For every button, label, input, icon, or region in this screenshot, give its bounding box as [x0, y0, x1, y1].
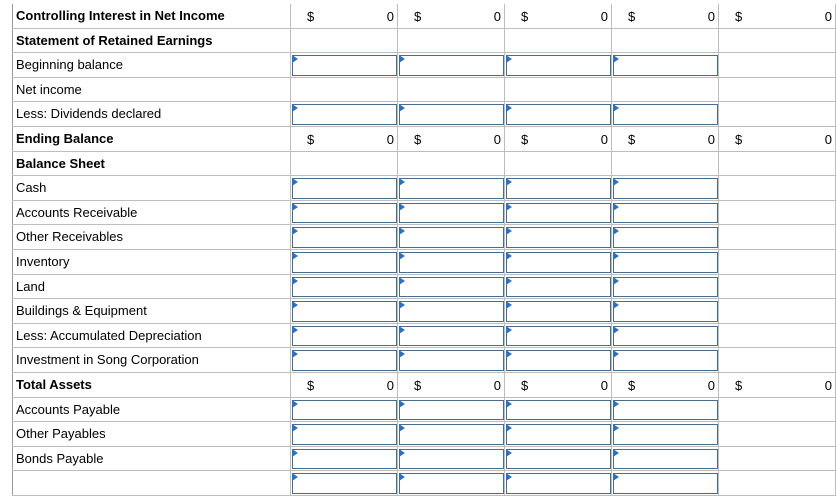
worksheet-row [12, 78, 836, 103]
amount-input[interactable] [292, 227, 397, 248]
worksheet-cell [397, 422, 504, 446]
worksheet-cell [504, 4, 611, 28]
worksheet-cell [504, 102, 611, 126]
total-value: 0 [600, 377, 608, 393]
worksheet-cell [611, 176, 718, 200]
amount-input[interactable] [506, 424, 611, 445]
worksheet-row [12, 4, 836, 29]
worksheet-cell [611, 225, 718, 249]
worksheet-cell [504, 447, 611, 471]
worksheet-cell [718, 225, 836, 249]
total-value: 0 [493, 131, 501, 147]
amount-input[interactable] [506, 104, 611, 125]
worksheet-cell [504, 422, 611, 446]
worksheet-cell [290, 373, 397, 397]
worksheet-cell [290, 152, 397, 176]
worksheet-cell [397, 348, 504, 372]
worksheet-cell [611, 422, 718, 446]
worksheet-cell [611, 78, 718, 102]
total-value: 0 [824, 131, 832, 147]
amount-input[interactable] [506, 326, 611, 347]
worksheet-cell [718, 471, 836, 495]
currency-symbol: $ [735, 131, 743, 147]
amount-input[interactable] [506, 203, 611, 224]
amount-input[interactable] [292, 104, 397, 125]
amount-input[interactable] [292, 350, 397, 371]
amount-input[interactable] [399, 326, 504, 347]
worksheet-row [12, 299, 836, 324]
worksheet-cell [611, 53, 718, 77]
amount-input[interactable] [399, 203, 504, 224]
consolidation-worksheet [12, 4, 836, 496]
amount-input[interactable] [292, 277, 397, 298]
worksheet-cell [397, 78, 504, 102]
worksheet-cell [290, 225, 397, 249]
amount-input[interactable] [613, 277, 718, 298]
worksheet-cell [611, 447, 718, 471]
amount-input[interactable] [506, 178, 611, 199]
worksheet-cell [718, 102, 836, 126]
worksheet-cell [611, 398, 718, 422]
amount-input[interactable] [613, 350, 718, 371]
total-value: 0 [600, 131, 608, 147]
worksheet-cell [718, 152, 836, 176]
row-label: Investment in Song Corporation [12, 348, 290, 372]
worksheet-cell [718, 373, 836, 397]
amount-input[interactable] [292, 252, 397, 273]
worksheet-cell [718, 201, 836, 225]
worksheet-cell [290, 176, 397, 200]
worksheet-row [12, 225, 836, 250]
total-value: 0 [824, 9, 832, 24]
total-value: 0 [600, 9, 608, 24]
worksheet-cell [397, 299, 504, 323]
row-label: Net income [12, 78, 290, 102]
amount-input[interactable] [292, 400, 397, 421]
worksheet-cell [290, 250, 397, 274]
worksheet-cell [611, 127, 718, 151]
worksheet-cell [290, 471, 397, 495]
worksheet-cell [718, 127, 836, 151]
worksheet-row [12, 53, 836, 78]
amount-input[interactable] [399, 277, 504, 298]
row-label: Accounts Payable [12, 398, 290, 422]
amount-input[interactable] [506, 55, 611, 76]
amount-input[interactable] [506, 301, 611, 322]
total-value: 0 [707, 377, 715, 393]
worksheet-cell [504, 398, 611, 422]
worksheet-cell [397, 102, 504, 126]
row-label [12, 471, 290, 495]
worksheet-cell [290, 102, 397, 126]
currency-symbol: $ [628, 377, 636, 393]
amount-input[interactable] [292, 326, 397, 347]
worksheet-cell [290, 29, 397, 53]
amount-input[interactable] [399, 55, 504, 76]
amount-input[interactable] [506, 277, 611, 298]
amount-input[interactable] [292, 301, 397, 322]
worksheet-cell [611, 152, 718, 176]
currency-symbol: $ [521, 131, 529, 147]
amount-input[interactable] [506, 400, 611, 421]
worksheet-row [12, 447, 836, 472]
total-value: 0 [707, 9, 715, 24]
worksheet-cell [290, 201, 397, 225]
worksheet-row [12, 348, 836, 373]
worksheet-cell [718, 4, 836, 28]
amount-input[interactable] [399, 252, 504, 273]
worksheet-cell [504, 225, 611, 249]
amount-input[interactable] [613, 326, 718, 347]
worksheet-cell [290, 127, 397, 151]
worksheet-row [12, 398, 836, 423]
worksheet-cell [397, 373, 504, 397]
worksheet-cell [504, 299, 611, 323]
row-label: Other Receivables [12, 225, 290, 249]
amount-input[interactable] [506, 227, 611, 248]
row-label: Accounts Receivable [12, 201, 290, 225]
currency-symbol: $ [735, 377, 743, 393]
total-value: 0 [386, 9, 394, 24]
worksheet-cell [718, 422, 836, 446]
amount-input[interactable] [613, 227, 718, 248]
worksheet-cell [611, 250, 718, 274]
worksheet-row [12, 127, 836, 152]
currency-symbol: $ [307, 9, 315, 24]
worksheet-row [12, 275, 836, 300]
worksheet-cell [290, 53, 397, 77]
worksheet-cell [397, 29, 504, 53]
amount-input[interactable] [399, 400, 504, 421]
currency-symbol: $ [414, 377, 422, 393]
worksheet-cell [718, 275, 836, 299]
worksheet-row [12, 201, 836, 226]
amount-input[interactable] [292, 424, 397, 445]
currency-symbol: $ [414, 131, 422, 147]
worksheet-cell [718, 398, 836, 422]
worksheet-cell [290, 348, 397, 372]
worksheet-cell [611, 299, 718, 323]
worksheet-cell [504, 29, 611, 53]
worksheet-cell [397, 4, 504, 28]
worksheet-row [12, 29, 836, 54]
amount-input[interactable] [506, 350, 611, 371]
total-value: 0 [707, 131, 715, 147]
worksheet-cell [611, 324, 718, 348]
amount-input[interactable] [399, 350, 504, 371]
worksheet-cell [718, 348, 836, 372]
worksheet-cell [611, 348, 718, 372]
row-label: Inventory [12, 250, 290, 274]
amount-input[interactable] [399, 449, 504, 470]
worksheet-row [12, 373, 836, 398]
worksheet-cell [290, 78, 397, 102]
worksheet-cell [504, 471, 611, 495]
worksheet-cell [504, 152, 611, 176]
amount-input[interactable] [613, 252, 718, 273]
worksheet-row [12, 250, 836, 275]
row-label: Total Assets [12, 373, 290, 397]
amount-input[interactable] [399, 424, 504, 445]
worksheet-cell [290, 447, 397, 471]
worksheet-cell [611, 4, 718, 28]
worksheet-cell [611, 29, 718, 53]
worksheet-cell [718, 29, 836, 53]
row-label: Balance Sheet [12, 152, 290, 176]
amount-input[interactable] [613, 400, 718, 421]
worksheet-cell [397, 250, 504, 274]
worksheet-cell [611, 373, 718, 397]
currency-symbol: $ [628, 9, 636, 24]
worksheet-row [12, 152, 836, 177]
amount-input[interactable] [613, 449, 718, 470]
currency-symbol: $ [414, 9, 422, 24]
worksheet-cell [504, 127, 611, 151]
currency-symbol: $ [521, 377, 529, 393]
worksheet-cell [504, 275, 611, 299]
currency-symbol: $ [307, 131, 315, 147]
total-value: 0 [493, 9, 501, 24]
worksheet-cell [611, 201, 718, 225]
row-label: Less: Dividends declared [12, 102, 290, 126]
amount-input[interactable] [506, 449, 611, 470]
amount-input[interactable] [506, 252, 611, 273]
amount-input[interactable] [613, 178, 718, 199]
worksheet-cell [290, 4, 397, 28]
amount-input[interactable] [292, 178, 397, 199]
worksheet-cell [611, 471, 718, 495]
total-value: 0 [386, 131, 394, 147]
worksheet-cell [504, 78, 611, 102]
worksheet-cell [504, 324, 611, 348]
worksheet-row [12, 176, 836, 201]
row-label: Controlling Interest in Net Income [12, 4, 290, 28]
worksheet-cell [611, 102, 718, 126]
worksheet-cell [397, 398, 504, 422]
row-label: Cash [12, 176, 290, 200]
amount-input[interactable] [292, 449, 397, 470]
worksheet-cell [504, 373, 611, 397]
worksheet-cell [504, 53, 611, 77]
row-label: Buildings & Equipment [12, 299, 290, 323]
worksheet-cell [718, 176, 836, 200]
row-label: Land [12, 275, 290, 299]
worksheet-cell [718, 299, 836, 323]
worksheet-cell [397, 53, 504, 77]
worksheet-cell [718, 53, 836, 77]
row-label: Bonds Payable [12, 447, 290, 471]
worksheet-cell [397, 201, 504, 225]
worksheet-cell [397, 324, 504, 348]
worksheet-cell [290, 398, 397, 422]
worksheet-cell [611, 275, 718, 299]
worksheet-cell [290, 299, 397, 323]
amount-input[interactable] [399, 227, 504, 248]
worksheet-row [12, 324, 836, 349]
worksheet-cell [397, 225, 504, 249]
currency-symbol: $ [307, 377, 315, 393]
row-label: Beginning balance [12, 53, 290, 77]
worksheet-cell [504, 176, 611, 200]
row-label: Statement of Retained Earnings [12, 29, 290, 53]
worksheet-cell [290, 324, 397, 348]
row-label: Other Payables [12, 422, 290, 446]
worksheet-cell [397, 127, 504, 151]
row-label: Less: Accumulated Depreciation [12, 324, 290, 348]
worksheet-cell [397, 275, 504, 299]
worksheet-cell [397, 176, 504, 200]
worksheet-cell [718, 447, 836, 471]
worksheet-cell [397, 447, 504, 471]
worksheet-cell [397, 152, 504, 176]
worksheet-cell [290, 422, 397, 446]
currency-symbol: $ [521, 9, 529, 24]
worksheet-cell [504, 348, 611, 372]
row-label: Ending Balance [12, 127, 290, 151]
total-value: 0 [493, 377, 501, 393]
worksheet-cell [718, 250, 836, 274]
total-value: 0 [824, 377, 832, 393]
amount-input[interactable] [292, 55, 397, 76]
worksheet-cell [290, 275, 397, 299]
amount-input[interactable] [613, 203, 718, 224]
total-value: 0 [386, 377, 394, 393]
worksheet-row [12, 102, 836, 127]
worksheet-cell [397, 471, 504, 495]
worksheet-cell [504, 250, 611, 274]
worksheet-cell [718, 324, 836, 348]
amount-input[interactable] [613, 55, 718, 76]
worksheet-cell [504, 201, 611, 225]
amount-input[interactable] [613, 104, 718, 125]
worksheet-cell [718, 78, 836, 102]
amount-input[interactable] [292, 203, 397, 224]
currency-symbol: $ [735, 9, 743, 24]
amount-input[interactable] [613, 424, 718, 445]
amount-input[interactable] [399, 301, 504, 322]
amount-input[interactable] [613, 301, 718, 322]
amount-input[interactable] [399, 178, 504, 199]
worksheet-row [12, 422, 836, 447]
currency-symbol: $ [628, 131, 636, 147]
amount-input[interactable] [399, 104, 504, 125]
